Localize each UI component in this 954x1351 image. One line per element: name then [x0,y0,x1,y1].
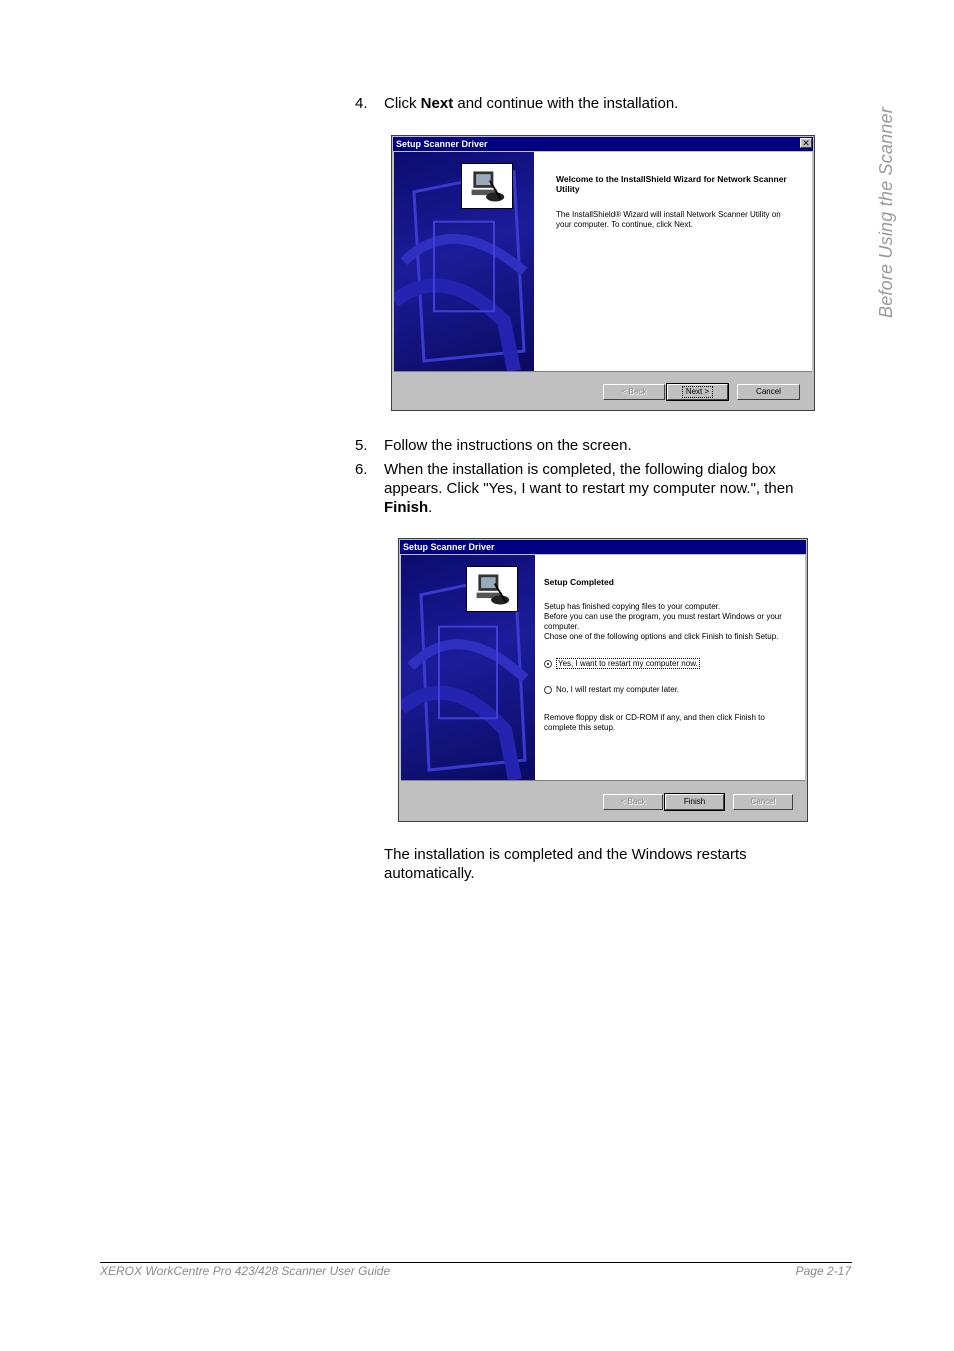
dialog-heading: Setup Completed [544,577,614,587]
close-button[interactable]: ✕ [800,138,812,148]
closing-paragraph: The installation is completed and the Windows restarts automatically. [384,846,747,882]
step-number: 6. [355,461,368,478]
welcome-content [556,174,796,230]
setup-dialog-completed [398,538,808,822]
completed-content [544,577,792,642]
computer-disk-icon [467,567,517,611]
step-number: 4. [355,95,368,112]
restart-later-option[interactable] [544,685,679,694]
dialog-titlebar: Setup Scanner Driver [400,540,806,554]
restart-now-option[interactable] [544,658,700,669]
setup-dialog-welcome [391,135,815,411]
dialog-body [401,555,805,781]
dialog-titlebar: Setup Scanner Driver [393,137,813,151]
footer-page-number: Page 2-17 [795,1264,851,1278]
back-button[interactable]: < Back [603,794,663,810]
dialog-body [394,152,812,372]
dialog-message: The InstallShield® Wizard will install Network Scanner Utility on your computer. To continue, click Next. [556,210,781,229]
dialog-message-4: Remove floppy disk or CD-ROM if any, and then click Finish to complete this setup. [544,713,765,732]
step-number: 5. [355,437,368,454]
radio-unselected[interactable] [544,686,552,694]
radio-label: Yes, I want to restart my computer now. [558,659,698,668]
step-text: Click Next and continue with the installation. [384,95,679,112]
step-text: When the installation is completed, the following dialog box appears. Click "Yes, I want to restart my computer now.", then Finish. [384,461,794,516]
dialog-message-1: Setup has finished copying files to your computer. [544,602,721,611]
radio-selected[interactable] [544,660,552,668]
finish-button[interactable]: Finish [665,794,724,810]
back-button[interactable]: < Back [603,384,665,400]
computer-disk-icon [462,164,512,208]
dialog-heading: Welcome to the InstallShield Wizard for Network Scanner Utility [556,174,787,194]
section-side-title: Before Using the Scanner [876,107,896,318]
step-text: Follow the instructions on the screen. [384,437,632,454]
footer-guide-title: XEROX WorkCentre Pro 423/428 Scanner User Guide [100,1264,391,1278]
next-button[interactable]: Next > [667,384,728,400]
footer-rule [100,1262,852,1263]
radio-label: No, I will restart my computer later. [556,685,680,694]
dialog-message-3: Chose one of the following options and click Finish to finish Setup. [544,632,779,641]
cancel-button[interactable]: Cancel [733,794,793,810]
dialog-message-2: Before you can use the program, you must restart Windows or your computer. [544,612,782,631]
cancel-button[interactable]: Cancel [737,384,800,400]
